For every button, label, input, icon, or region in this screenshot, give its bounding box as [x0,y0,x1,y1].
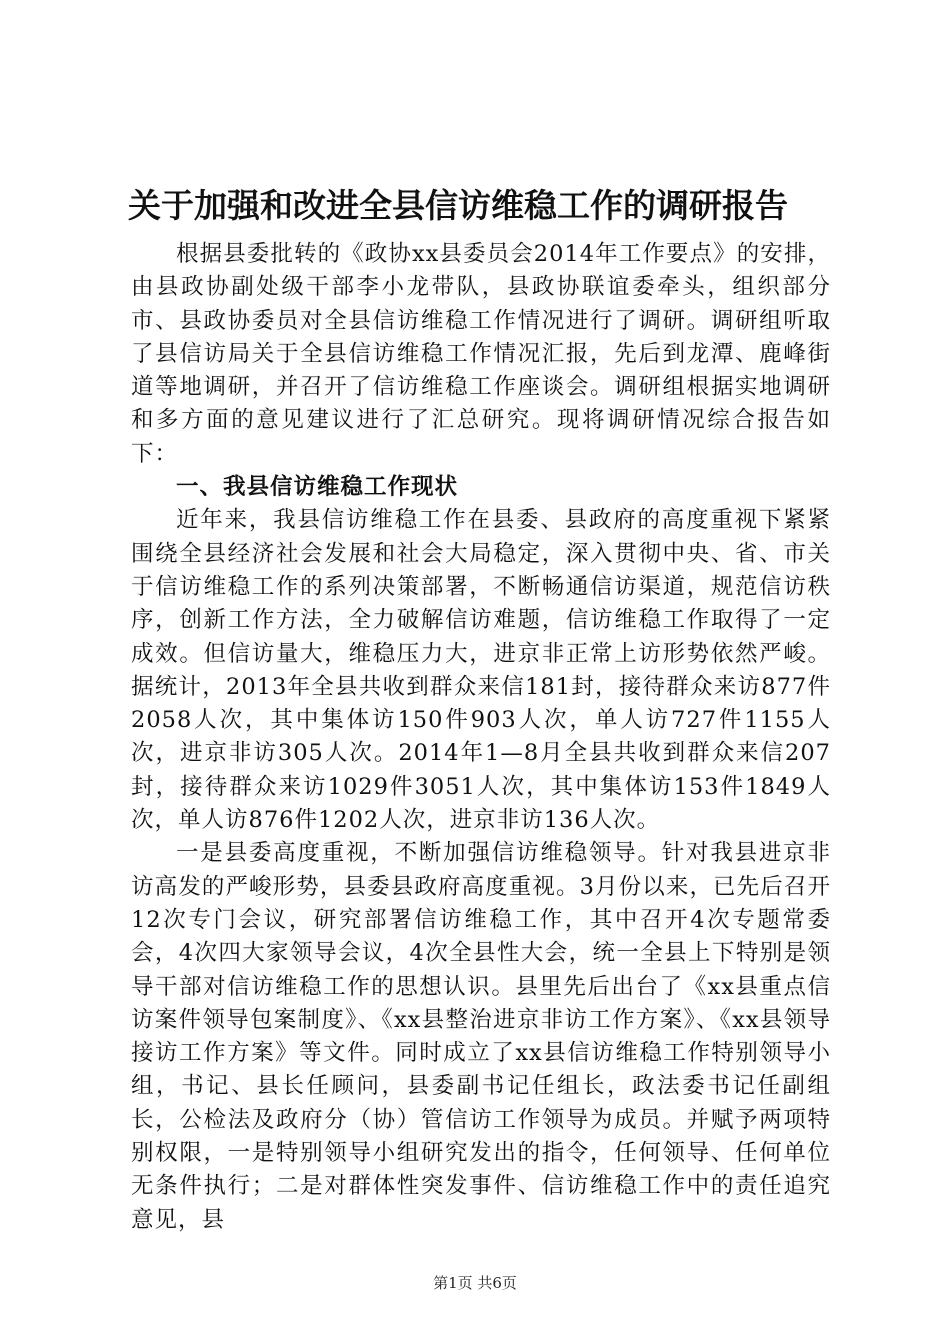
leadership-paragraph: 一是县委高度重视，不断加强信访维稳领导。针对我县进京非访高发的严峻形势，县委县政府高度重视。3月份以来，已先后召开12次专门会议，研究部署信访维稳工作，其中召开4次专题常委会，4次四大家领导会议，4次全县性大会，统一全县上下特别是领导干部对信访维稳工作的思想认识。县里先后出台了《xx县重点信访案件领导包案制度》、《xx县整治进京非访工作方案》、《xx县领导接访工作方案》等文件。同时成立了xx县信访维稳工作特别领导小组，书记、县长任顾问，县委副书记任组长，政法委书记任副组长，公检法及政府分（协）管信访工作领导为成员。并赋予两项特别权限，一是特别领导小组研究发出的指令，任何领导、任何单位无条件执行；二是对群体性突发事件、信访维稳工作中的责任追究意见，县 [131,840,831,1233]
document-title: 关于加强和改进全县信访维稳工作的调研报告 [128,186,788,225]
section-heading: 一、我县信访维稳工作现状 [176,474,459,501]
intro-paragraph: 根据县委批转的《政协xx县委员会2014年工作要点》的安排，由县政协副处级干部李小龙带队，县政协联谊委牵头，组织部分市、县政协委员对全县信访维稳工作情况进行了调研。调研组听取了县信访局关于全县信访维稳工作情况汇报，先后到龙潭、鹿峰街道等地调研，并召开了信访维稳工作座谈会。调研组根据实地调研和多方面的意见建议进行了汇总研究。现将调研情况综合报告如下： [131,241,831,467]
status-paragraph: 近年来，我县信访维稳工作在县委、县政府的高度重视下紧紧围绕全县经济社会发展和社会大局稳定，深入贯彻中央、省、市关于信访维稳工作的系列决策部署，不断畅通信访渠道，规范信访秩序，创新工作方法，全力破解信访难题，信访维稳工作取得了一定成效。但信访量大，维稳压力大，进京非正常上访形势依然严峻。据统计，2013年全县共收到群众来信181封，接待群众来访877件2058人次，其中集体访150件903人次，单人访727件1155人次，进京非访305人次。2014年1—8月全县共收到群众来信207封，接待群众来访1029件3051人次，其中集体访153件1849人次，单人访876件1202人次，进京非访136人次。 [131,507,831,834]
page-number-footer: 第1页 共6页 [433,1274,517,1292]
document-body [131,238,831,1237]
